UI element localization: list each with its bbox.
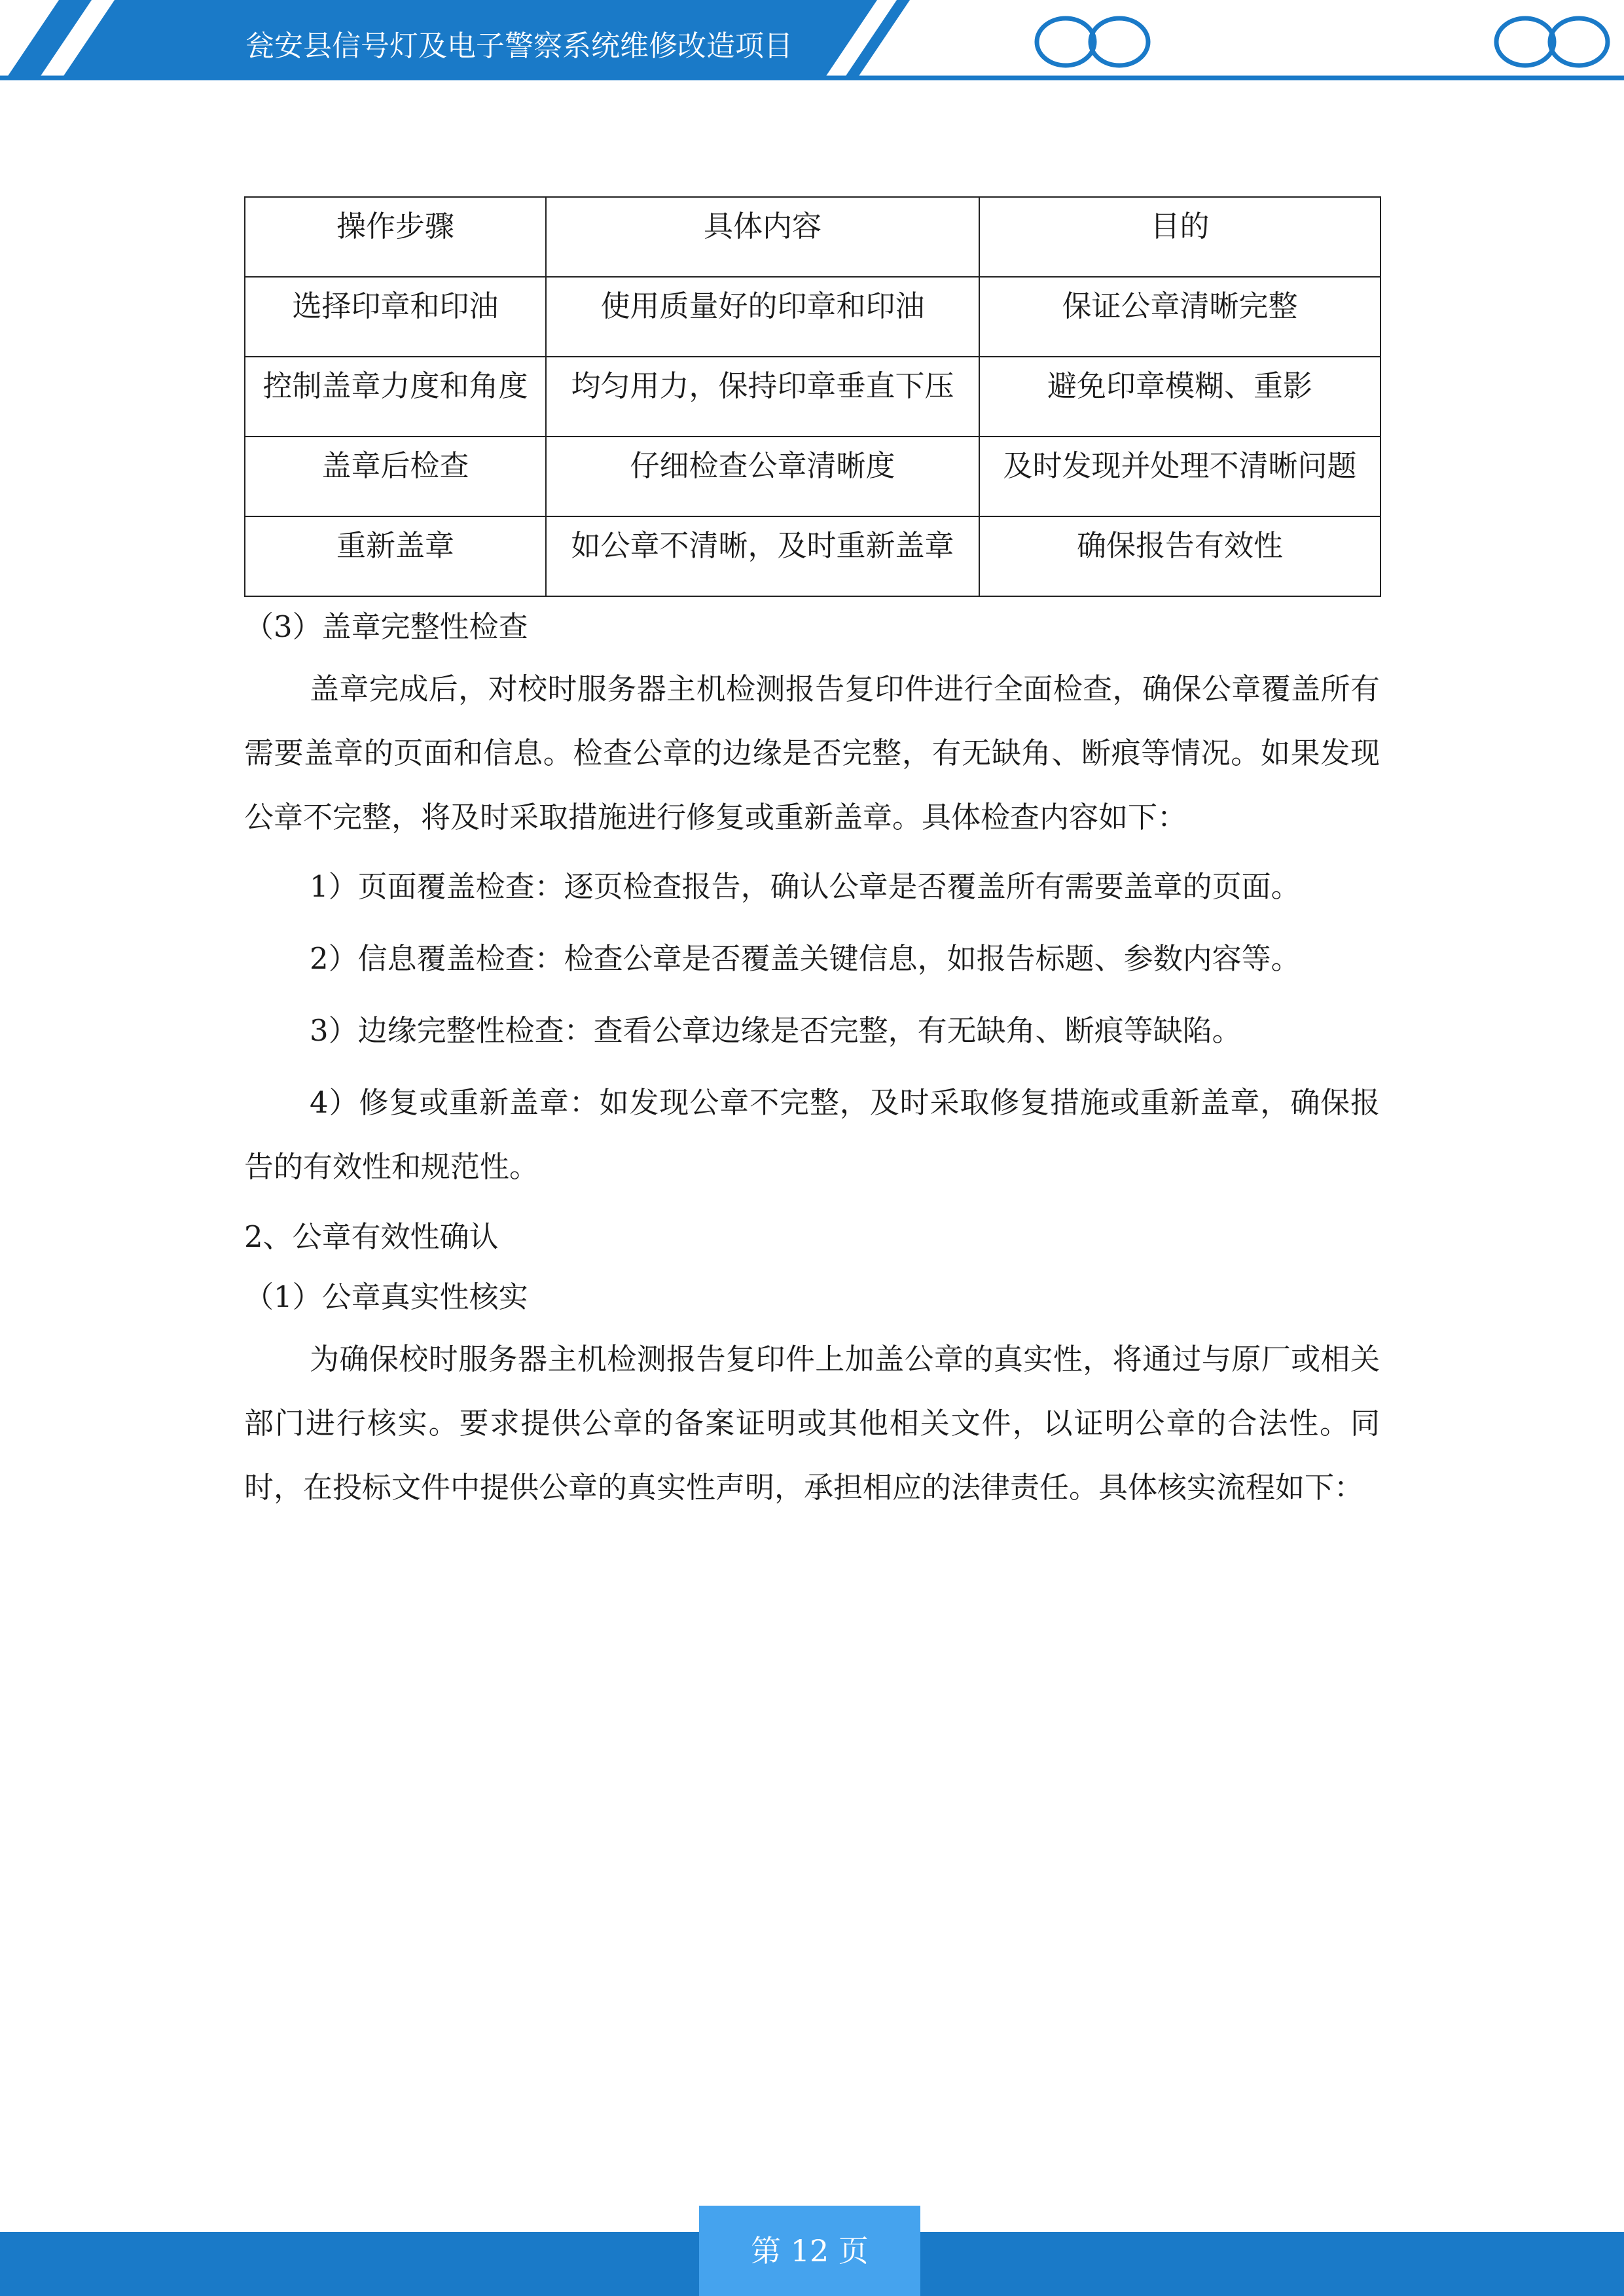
page-number: 第 12 页 [699, 2206, 920, 2296]
table-row [245, 277, 1380, 357]
table-header-row [245, 197, 1380, 277]
table-row [245, 437, 1380, 516]
table-cell: 仔细检查公章清晰度 [546, 437, 979, 516]
table-cell: 如公章不清晰，及时重新盖章 [546, 516, 979, 596]
rings-icon [1037, 18, 1148, 65]
table-cell: 重新盖章 [245, 516, 546, 596]
table-row [245, 357, 1380, 437]
list-item: 1）页面覆盖检查：逐页检查报告，确认公章是否覆盖所有需要盖章的页面。 [310, 869, 1301, 904]
rings-icon [1496, 18, 1608, 65]
table-row [245, 516, 1380, 596]
table-cell: 确保报告有效性 [979, 516, 1380, 596]
table-cell: 盖章后检查 [245, 437, 546, 516]
table-cell: 选择印章和印油 [245, 277, 546, 357]
table-cell: 保证公章清晰完整 [979, 277, 1380, 357]
page-header [0, 0, 1624, 85]
header-title: 瓮安县信号灯及电子警察系统维修改造项目 [245, 29, 793, 63]
stamp-operation-table [244, 196, 1381, 597]
list-item: 3）边缘完整性检查：查看公章边缘是否完整，有无缺角、断痕等缺陷。 [310, 1013, 1242, 1048]
sub-heading: （1）公章真实性核实 [244, 1280, 528, 1314]
paragraph: 为确保校时服务器主机检测报告复印件上加盖公章的真实性，将通过与原厂或相关部门进行核实。要求提供公章的备案证明或其他相关文件，以证明公章的合法性。同时，在投标文件中提供公章的真实性声明，承担相应的法律责任。具体核实流程如下： [244, 1342, 1380, 1505]
list-item: 4）修复或重新盖章：如发现公章不完整，及时采取修复措施或重新盖章，确保报告的有效性和规范性。 [244, 1085, 1380, 1184]
table-cell: 均匀用力，保持印章垂直下压 [546, 357, 979, 437]
table-cell: 使用质量好的印章和印油 [546, 277, 979, 357]
list-item: 2）信息覆盖检查：检查公章是否覆盖关键信息，如报告标题、参数内容等。 [310, 941, 1301, 976]
table-header-cell: 操作步骤 [245, 197, 546, 277]
table-cell: 避免印章模糊、重影 [979, 357, 1380, 437]
document-body [244, 196, 1380, 1520]
section-heading: （3）盖章完整性检查 [244, 609, 528, 644]
paragraph: 盖章完成后，对校时服务器主机检测报告复印件进行全面检查，确保公章覆盖所有需要盖章的页面和信息。检查公章的边缘是否完整，有无缺角、断痕等情况。如果发现公章不完整，将及时采取措施进行修复或重新盖章。具体检查内容如下： [244, 672, 1380, 834]
table-cell: 控制盖章力度和角度 [245, 357, 546, 437]
table-header-cell: 具体内容 [546, 197, 979, 277]
table-cell: 及时发现并处理不清晰问题 [979, 437, 1380, 516]
table-header-cell: 目的 [979, 197, 1380, 277]
section-heading: 2、公章有效性确认 [244, 1219, 499, 1254]
